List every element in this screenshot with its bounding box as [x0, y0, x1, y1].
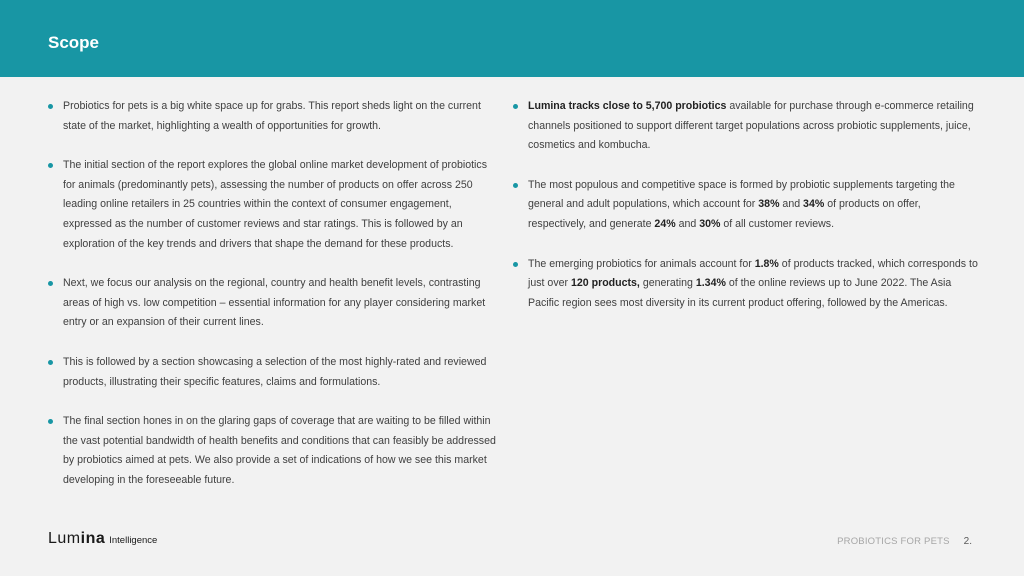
bullet-item [46, 274, 496, 333]
bullet-item [46, 412, 496, 490]
bullet-item [511, 255, 981, 314]
page-number: 2. [963, 536, 972, 547]
bullet-item [511, 97, 981, 156]
bullet-item [511, 176, 981, 235]
bullet-text-bold: 24% [654, 217, 676, 230]
bullet-dot-icon [513, 262, 518, 267]
bullet-dot-icon [48, 163, 53, 168]
bullet-text: of the online reviews up to June 2022. The Asia Pacific region sees most diversity in its current product offering, followed by the Americas. [528, 277, 952, 309]
bullet-dot-icon [513, 183, 518, 188]
bullet-text: and [675, 217, 700, 230]
bullet-text: The most populous and competitive space is formed by probiotic supplements targeting the general and adult populations, which account for [528, 178, 955, 211]
bullet-text: available for purchase through e-commerce retailing channels positioned to support different target populations across probiotic supplements, juice, cosmetics and kombucha. [528, 100, 974, 152]
bullet-text: The initial section of the report explores the global online market development of probiotics for animals (predominantly pets), assessing the number of products on offer across 250 leading online retailers in 25 countries within the context of consumer engagement, expressed as the number of customer reviews and star ratings. This is followed by an exploration of the key trends and drivers that shape the demand for these products. [63, 159, 487, 250]
bullet-text: This is followed by a section showcasing a selection of the most highly-rated and reviewed products, illustrating their specific features, claims and formulations. [63, 355, 487, 388]
report-label: PROBIOTICS FOR PETS [837, 536, 950, 547]
bullet-text-bold: 120 products, [570, 277, 640, 290]
bullet-text: generating [639, 277, 696, 290]
bullet-dot-icon [48, 281, 53, 286]
bullet-text-bold: 34% [803, 198, 825, 211]
logo-wordmark [48, 530, 105, 548]
bullet-text: The final section hones in on the glaring gaps of coverage that are waiting to be filled within the vast potential bandwidth of health benefits and conditions that can feasibly be addressed by probiotics aimed at pets. We also provide a set of indications of how we see this market developing in the foreseeable future. [63, 415, 496, 486]
bullet-dot-icon [513, 104, 518, 109]
bullet-dot-icon [48, 419, 53, 424]
footer-info [837, 536, 972, 547]
logo-wordmark-part1: Lum [48, 530, 81, 547]
bullet-text: of products tracked, which corresponds to just over [528, 257, 978, 290]
logo-wordmark-part2: ina [80, 530, 106, 547]
bullet-text: of products on offer, respectively, and generate [528, 198, 921, 230]
bullet-text: Probiotics for pets is a big white space up for grabs. This report sheds light on the current state of the market, highlighting a wealth of opportunities for growth. [63, 100, 481, 132]
bullet-text-bold: 1.34% [695, 277, 726, 290]
left-column [46, 97, 496, 491]
bullet-text: The emerging probiotics for animals account for [528, 257, 755, 270]
bullet-text-bold: 1.8% [754, 257, 779, 270]
page-title: Scope [48, 33, 100, 52]
bullet-text-bold: 30% [699, 217, 721, 230]
bullet-text-bold: Lumina tracks close to 5,700 probiotics [528, 100, 727, 112]
bullet-item [46, 156, 496, 254]
header-bar [0, 0, 1024, 77]
bullet-item [46, 353, 496, 392]
lumina-logo [48, 530, 157, 548]
bullet-item [46, 97, 496, 136]
bullet-text: and [779, 198, 804, 211]
bullet-dot-icon [48, 104, 53, 109]
logo-subtitle: Intelligence [109, 535, 158, 546]
bullet-dot-icon [48, 360, 53, 365]
right-column [511, 97, 981, 313]
bullet-text-bold: 38% [758, 198, 780, 211]
bullet-text: Next, we focus our analysis on the regional, country and health benefit levels, contrasting areas of high vs. low competition – essential information for any player considering market entry or an expansion of their current lines. [63, 277, 486, 329]
bullet-text: of all customer reviews. [720, 217, 835, 230]
